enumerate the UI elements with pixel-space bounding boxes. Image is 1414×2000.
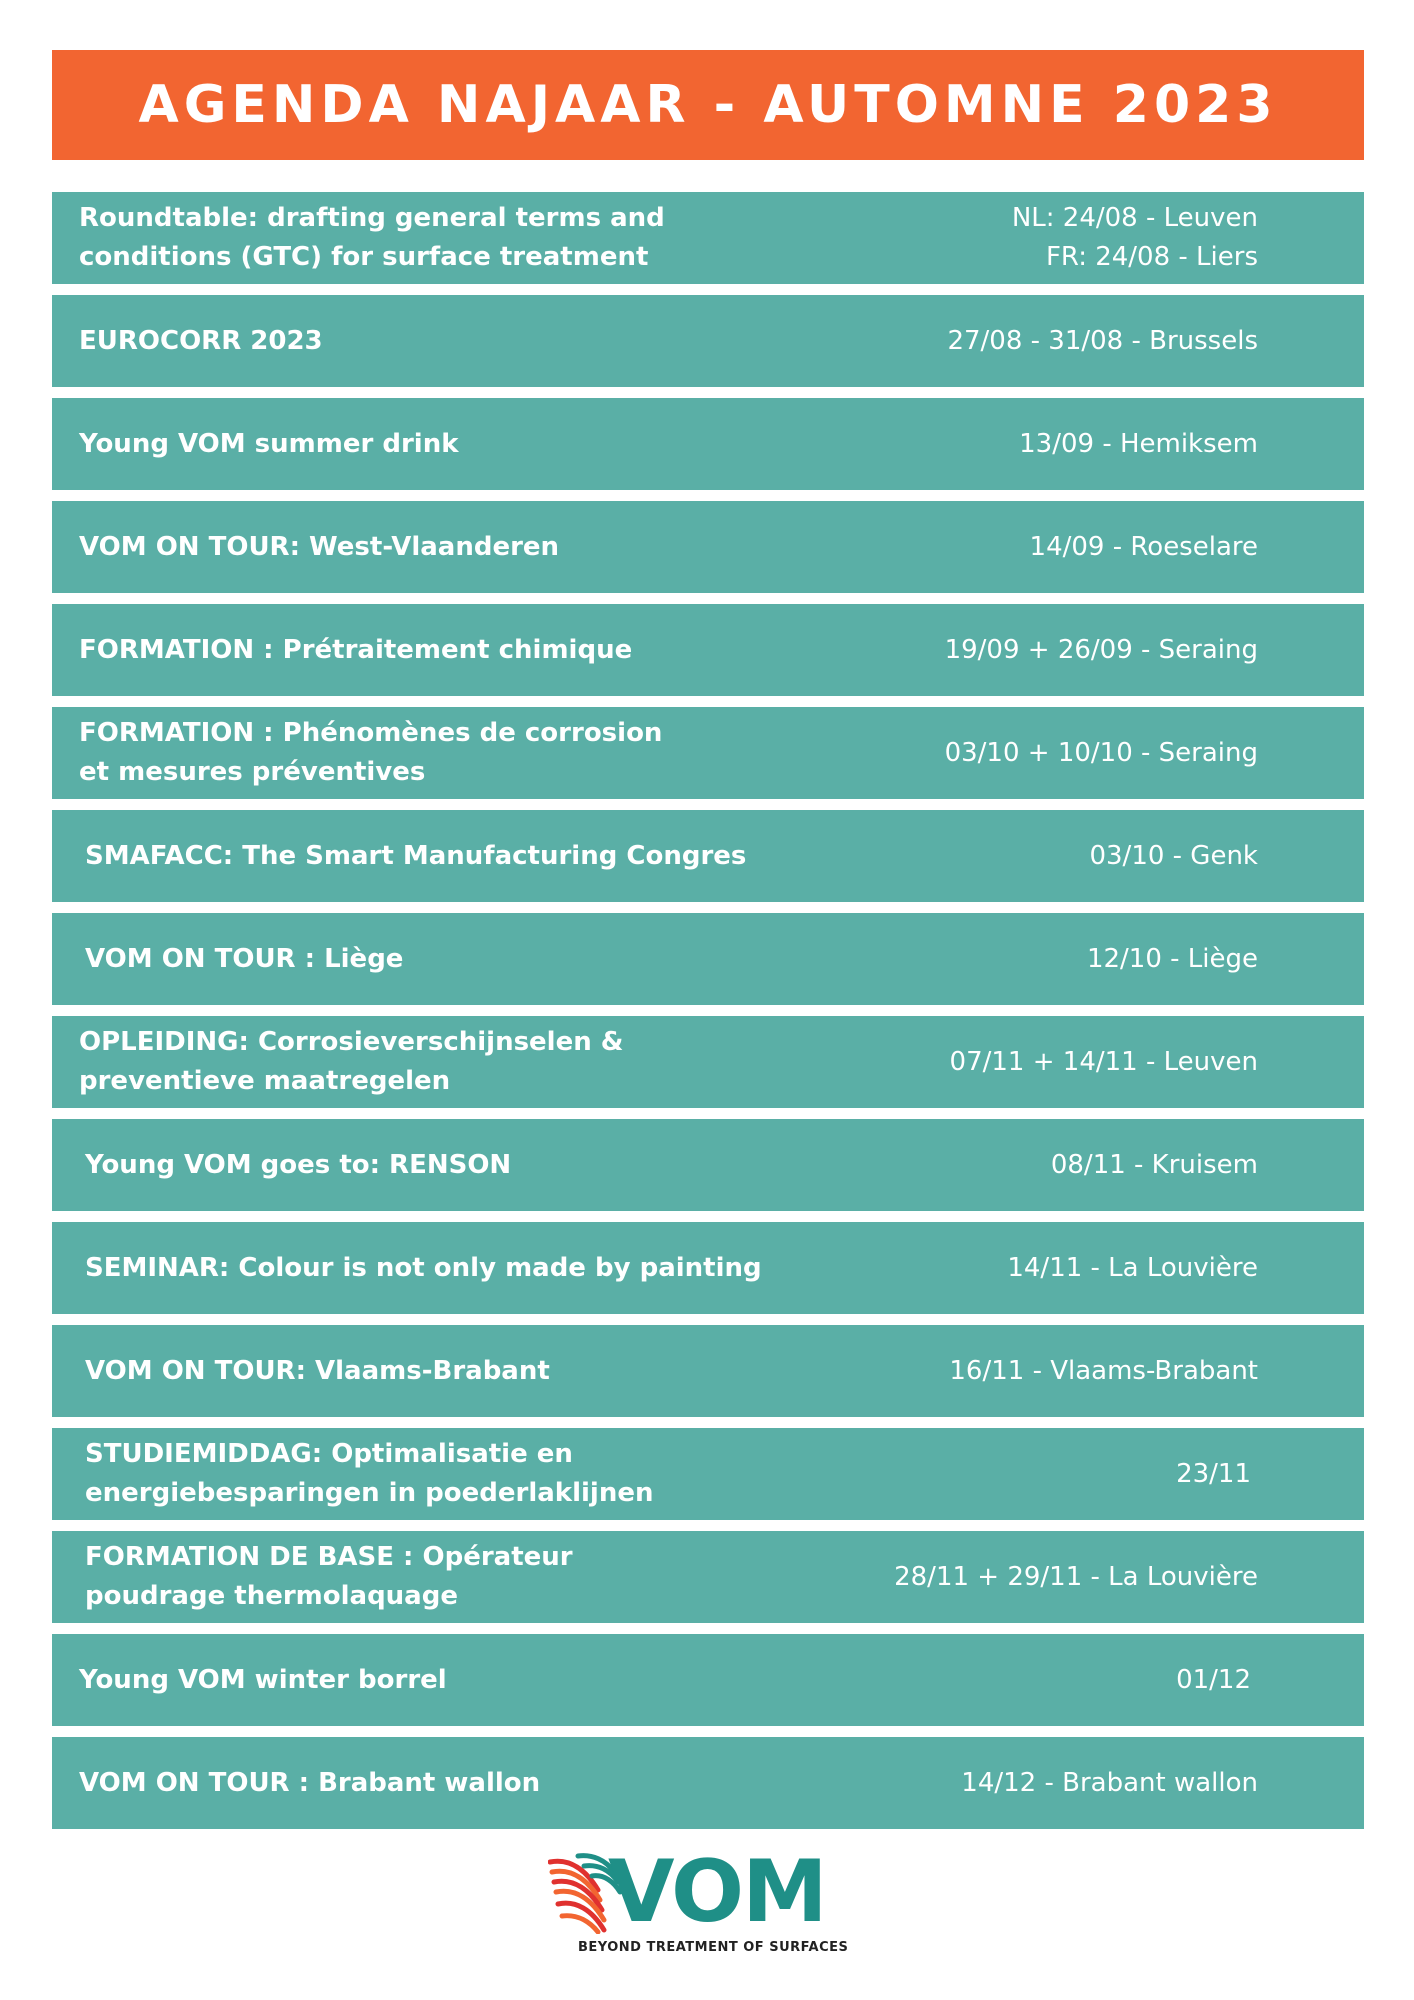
- event-title-line: Young VOM winter borrel: [79, 1664, 447, 1695]
- event-date-line: 14/12 - Brabant wallon: [961, 1767, 1258, 1798]
- event-date-location: [698, 707, 1258, 799]
- event-title: [79, 1016, 759, 1108]
- event-date-line: 14/11 - La Louvière: [1007, 1252, 1258, 1283]
- event-title: [85, 810, 765, 902]
- event-title: [85, 1222, 765, 1314]
- vom-logo-wordmark: VOM: [608, 1842, 826, 1942]
- event-title: [79, 295, 759, 387]
- vom-logo-tagline: BEYOND TREATMENT OF SURFACES: [578, 1940, 849, 1955]
- event-title: [85, 1428, 765, 1520]
- event-title: [79, 1737, 759, 1829]
- event-date-location: [698, 913, 1258, 1005]
- agenda-row: [52, 192, 1364, 284]
- event-title: [79, 604, 759, 696]
- event-date-location: [698, 192, 1258, 284]
- agenda-row: [52, 1737, 1364, 1829]
- agenda-row: [52, 1428, 1364, 1520]
- event-title-line: poudrage thermolaquage: [85, 1581, 458, 1611]
- agenda-row: [52, 1634, 1364, 1726]
- event-title-line: VOM ON TOUR : Brabant wallon: [79, 1767, 541, 1798]
- event-title-line: VOM ON TOUR: Vlaams-Brabant: [85, 1355, 550, 1386]
- agenda-row: [52, 398, 1364, 490]
- vom-logo: [548, 1842, 868, 1960]
- event-title: [79, 501, 759, 593]
- agenda-list: [52, 192, 1364, 1840]
- event-title-line: Young VOM summer drink: [79, 428, 459, 459]
- event-title: [79, 398, 759, 490]
- event-title-line: FORMATION DE BASE : Opérateur: [85, 1542, 573, 1572]
- event-title-line: preventieve maatregelen: [79, 1066, 451, 1096]
- event-date-location: [698, 398, 1258, 490]
- event-date-location: [698, 1016, 1258, 1108]
- agenda-row: [52, 1325, 1364, 1417]
- event-date-line: FR: 24/08 - Liers: [1045, 242, 1258, 272]
- event-date-line: 14/09 - Roeselare: [1029, 531, 1258, 562]
- page-title: AGENDA NAJAAR - AUTOMNE 2023: [138, 75, 1278, 135]
- event-title-line: Young VOM goes to: RENSON: [85, 1149, 512, 1180]
- event-date-line: 03/10 - Genk: [1089, 840, 1258, 871]
- event-title: [85, 1119, 765, 1211]
- event-date-location: [698, 1325, 1258, 1417]
- agenda-row: [52, 810, 1364, 902]
- agenda-row: [52, 295, 1364, 387]
- agenda-row: [52, 1531, 1364, 1623]
- event-date-location: [698, 1119, 1258, 1211]
- event-date-line: 27/08 - 31/08 - Brussels: [947, 325, 1258, 356]
- event-date-location: [698, 810, 1258, 902]
- event-title-line: EUROCORR 2023: [79, 325, 323, 356]
- event-title: [85, 1325, 765, 1417]
- event-date-location: [691, 1428, 1251, 1520]
- agenda-row: [52, 1119, 1364, 1211]
- event-title-line: FORMATION : Phénomènes de corrosion: [79, 718, 663, 748]
- agenda-row: [52, 1222, 1364, 1314]
- event-date-location: [698, 501, 1258, 593]
- event-title-line: STUDIEMIDDAG: Optimalisatie en: [85, 1439, 573, 1469]
- event-title: [79, 707, 759, 799]
- event-date-line: 16/11 - Vlaams-Brabant: [949, 1355, 1258, 1386]
- event-date-line: 28/11 + 29/11 - La Louvière: [894, 1561, 1258, 1592]
- event-date-line: 01/12: [1176, 1664, 1251, 1695]
- event-date-line: NL: 24/08 - Leuven: [1011, 203, 1258, 233]
- event-date-location: [698, 604, 1258, 696]
- event-title-line: VOM ON TOUR: West-Vlaanderen: [79, 531, 560, 562]
- agenda-row: [52, 1016, 1364, 1108]
- agenda-row: [52, 501, 1364, 593]
- event-date-line: 08/11 - Kruisem: [1050, 1149, 1258, 1180]
- event-title-line: conditions (GTC) for surface treatment: [79, 242, 649, 272]
- event-date-location: [698, 1531, 1258, 1623]
- event-title-line: VOM ON TOUR : Liège: [85, 943, 404, 974]
- event-title-line: et mesures préventives: [79, 757, 426, 787]
- event-date-line: 07/11 + 14/11 - Leuven: [949, 1046, 1258, 1077]
- event-date-location: [691, 1634, 1251, 1726]
- event-date-line: 13/09 - Hemiksem: [1019, 428, 1258, 459]
- event-title-line: SMAFACC: The Smart Manufacturing Congres: [85, 840, 747, 871]
- event-title-line: Roundtable: drafting general terms and: [79, 203, 665, 233]
- agenda-row: [52, 913, 1364, 1005]
- event-date-line: 03/10 + 10/10 - Seraing: [944, 737, 1258, 768]
- agenda-row: [52, 604, 1364, 696]
- event-title: [85, 913, 765, 1005]
- event-title-line: OPLEIDING: Corrosieverschijnselen &: [79, 1027, 624, 1057]
- event-date-line: 12/10 - Liège: [1086, 943, 1258, 974]
- event-title: [79, 192, 759, 284]
- title-banner: [52, 50, 1364, 160]
- agenda-row: [52, 707, 1364, 799]
- event-date-line: 23/11: [1176, 1458, 1251, 1489]
- event-title-line: FORMATION : Prétraitement chimique: [79, 634, 633, 665]
- event-title: [79, 1634, 759, 1726]
- event-date-location: [698, 295, 1258, 387]
- event-title-line: energiebesparingen in poederlaklijnen: [85, 1478, 654, 1508]
- event-date-line: 19/09 + 26/09 - Seraing: [944, 634, 1258, 665]
- event-title-line: SEMINAR: Colour is not only made by painting: [85, 1252, 762, 1283]
- event-title: [85, 1531, 765, 1623]
- event-date-location: [698, 1737, 1258, 1829]
- event-date-location: [698, 1222, 1258, 1314]
